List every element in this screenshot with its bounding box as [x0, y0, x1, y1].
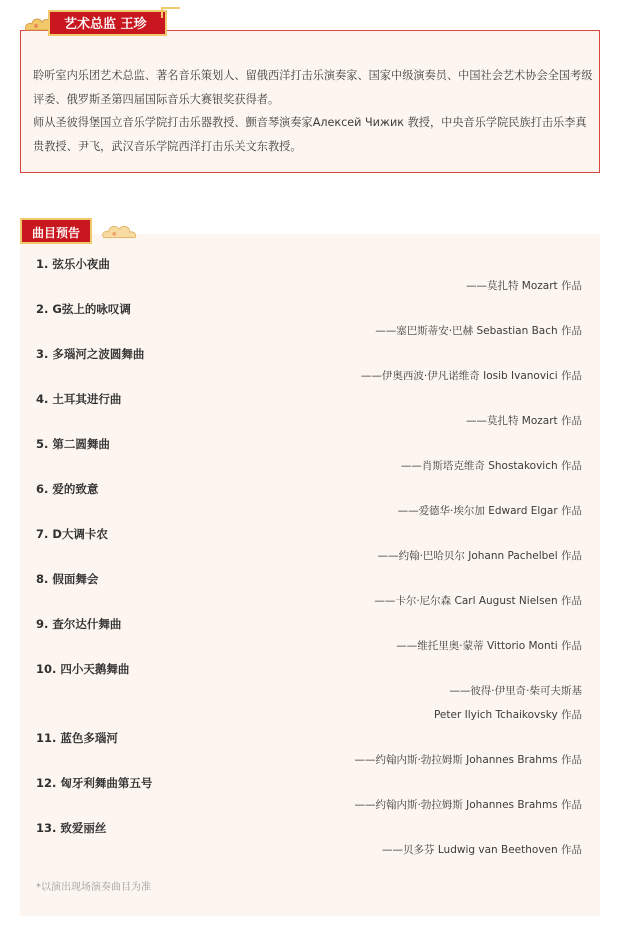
program-item-composer	[36, 364, 582, 389]
program-item-title: 13. 致爱丽丝	[36, 821, 107, 835]
composer-line: ——莫扎特 Mozart 作品	[465, 280, 582, 292]
director-bio	[33, 64, 593, 158]
composer-line: ——爱德华·埃尔加 Edward Elgar 作品	[397, 505, 582, 517]
composer-line: ——维托里奥·蒙蒂 Vittorio Monti 作品	[396, 640, 582, 652]
corner-ornament-icon	[160, 6, 182, 20]
footnote: *以演出现场演奏曲目为准	[36, 882, 151, 893]
program-item-title: 12. 匈牙利舞曲第五号	[36, 776, 153, 790]
program-item-title: 1. 弦乐小夜曲	[36, 257, 110, 271]
program-item-composer	[36, 634, 582, 659]
program-item-title: 7. D大调卡农	[36, 527, 108, 541]
cloud-ornament-icon	[100, 220, 138, 242]
program-item-title: 8. 假面舞会	[36, 572, 99, 586]
program-item-composer	[36, 679, 582, 728]
program-item-composer	[36, 319, 582, 344]
program-item-title: 3. 多瑙河之波圆舞曲	[36, 347, 145, 361]
composer-line: ——肖斯塔克维奇 Shostakovich 作品	[400, 460, 582, 472]
composer-line: ——约翰·巴哈贝尔 Johann Pachelbel 作品	[377, 550, 582, 562]
program-item-title: 5. 第二圆舞曲	[36, 437, 110, 451]
composer-line: ——塞巴斯蒂安·巴赫 Sebastian Bach 作品	[375, 325, 582, 337]
program-badge: 曲目预告	[20, 218, 92, 244]
composer-line: ——彼得·伊里奇·柴可夫斯基	[449, 685, 582, 697]
composer-line: Peter Ilyich Tchaikovsky 作品	[433, 709, 582, 721]
composer-line: ——约翰内斯·勃拉姆斯 Johannes Brahms 作品	[354, 754, 582, 766]
program-item-composer	[36, 454, 582, 479]
program-item-composer	[36, 544, 582, 569]
program-item-composer	[36, 793, 582, 818]
program-item-title: 11. 蓝色多瑙河	[36, 731, 118, 745]
director-badge: 艺术总监 王珍	[48, 10, 167, 36]
program-item-composer	[36, 748, 582, 773]
composer-line: ——贝多芬 Ludwig van Beethoven 作品	[382, 844, 582, 856]
director-card	[20, 30, 600, 173]
program-item-composer	[36, 409, 582, 434]
program-item-composer	[36, 274, 582, 299]
program-item-composer	[36, 499, 582, 524]
program-item-title: 10. 四小天鹅舞曲	[36, 662, 130, 676]
composer-line: ——伊奥西波·伊凡诺维奇 Iosib Ivanovici 作品	[360, 370, 582, 382]
program-item-title: 9. 查尔达什舞曲	[36, 617, 122, 631]
bio-paragraph: 聆听室内乐团艺术总监、著名音乐策划人、留俄西洋打击乐演奏家、国家中级演奏员、中国社会艺术协会全国考级评委、俄罗斯圣第四届国际音乐大赛银奖获得者。	[33, 69, 593, 106]
program-item-title: 2. G弦上的咏叹调	[36, 302, 131, 316]
bio-paragraph: 师从圣彼得堡国立音乐学院打击乐器教授、颤音琴演奏家Алексей Чижик 教授，中央音乐学院民族打击乐李真贵教授、尹飞，武汉音乐学院西洋打击乐关文东教授。	[33, 116, 587, 153]
program-item-composer	[36, 838, 582, 863]
composer-line: ——莫扎特 Mozart 作品	[465, 415, 582, 427]
program-item-title: 4. 土耳其进行曲	[36, 392, 122, 406]
composer-line: ——约翰内斯·勃拉姆斯 Johannes Brahms 作品	[354, 799, 582, 811]
program-item-title: 6. 爱的致意	[36, 482, 99, 496]
program-item-composer	[36, 589, 582, 614]
composer-line: ——卡尔·尼尔森 Carl August Nielsen 作品	[374, 595, 582, 607]
program-list	[36, 254, 582, 863]
